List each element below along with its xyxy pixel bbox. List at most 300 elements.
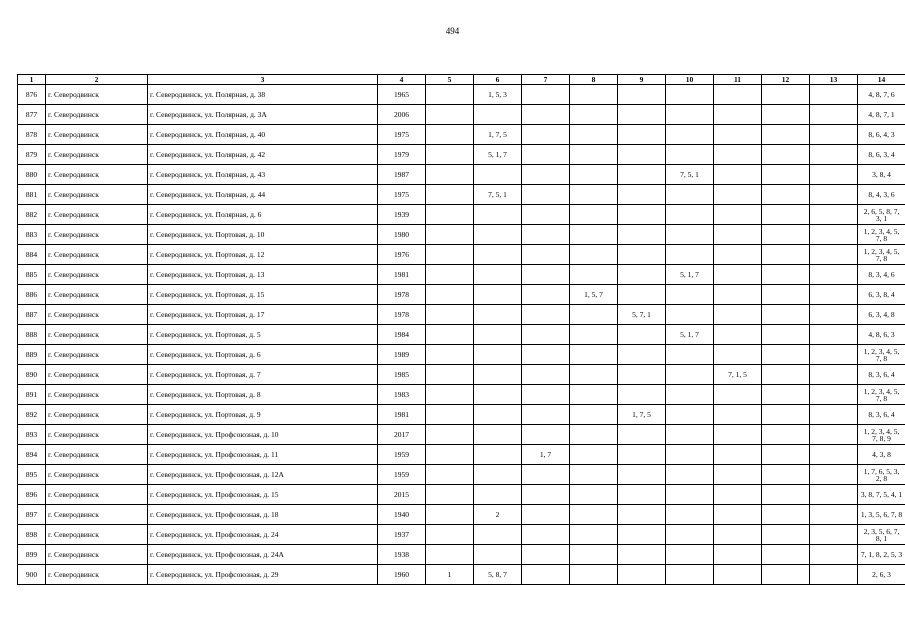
col6-cell <box>474 265 522 285</box>
col10-cell <box>666 125 714 145</box>
year-cell: 1985 <box>378 365 426 385</box>
address-cell: г. Северодвинск, ул. Портовая, д. 6 <box>148 345 378 365</box>
address-cell: г. Северодвинск, ул. Профсоюзная, д. 29 <box>148 565 378 585</box>
col13-cell <box>810 385 858 405</box>
table-body <box>18 85 905 585</box>
col9-cell <box>618 125 666 145</box>
col5-cell <box>426 85 474 105</box>
col13-cell <box>810 305 858 325</box>
address-cell: г. Северодвинск, ул. Портовая, д. 10 <box>148 225 378 245</box>
col5-cell <box>426 485 474 505</box>
col5-cell <box>426 225 474 245</box>
col12-cell <box>762 225 810 245</box>
year-cell: 1960 <box>378 565 426 585</box>
year-cell: 1940 <box>378 505 426 525</box>
col14-cell: 1, 2, 3, 4, 5, 7, 8 <box>858 225 905 245</box>
address-cell: г. Северодвинск, ул. Профсоюзная, д. 12А <box>148 465 378 485</box>
col14-cell: 7, 1, 8, 2, 5, 3 <box>858 545 905 565</box>
row-number-cell: 887 <box>18 305 46 325</box>
table-row <box>18 265 905 285</box>
year-cell: 1938 <box>378 545 426 565</box>
table-row <box>18 365 905 385</box>
table-row <box>18 225 905 245</box>
row-number-cell: 878 <box>18 125 46 145</box>
col8-cell <box>570 345 618 365</box>
header-row <box>18 75 905 85</box>
col12-cell <box>762 425 810 445</box>
col12-cell <box>762 245 810 265</box>
col10-cell <box>666 85 714 105</box>
address-cell: г. Северодвинск, ул. Полярная, д. 40 <box>148 125 378 145</box>
col14-cell: 1, 7, 6, 5, 3, 2, 8 <box>858 465 905 485</box>
col14-cell: 2, 6, 5, 8, 7, 3, 1 <box>858 205 905 225</box>
col14-cell: 8, 6, 4, 3 <box>858 125 905 145</box>
col8-cell <box>570 445 618 465</box>
col12-cell <box>762 465 810 485</box>
col10-cell <box>666 305 714 325</box>
col6-cell <box>474 225 522 245</box>
col7-cell <box>522 245 570 265</box>
row-number-cell: 896 <box>18 485 46 505</box>
col13-cell <box>810 425 858 445</box>
col14-cell: 3, 8, 4 <box>858 165 905 185</box>
col6-cell <box>474 405 522 425</box>
col7-cell <box>522 125 570 145</box>
table-row <box>18 345 905 365</box>
column-header: 13 <box>810 75 858 85</box>
col8-cell <box>570 265 618 285</box>
locality-cell: г. Северодвинск <box>46 265 148 285</box>
col5-cell <box>426 345 474 365</box>
address-cell: г. Северодвинск, ул. Портовая, д. 15 <box>148 285 378 305</box>
col5-cell <box>426 525 474 545</box>
col6-cell: 1, 5, 3 <box>474 85 522 105</box>
col8-cell <box>570 205 618 225</box>
address-cell: г. Северодвинск, ул. Портовая, д. 9 <box>148 405 378 425</box>
col9-cell <box>618 325 666 345</box>
year-cell: 1987 <box>378 165 426 185</box>
address-cell: г. Северодвинск, ул. Полярная, д. 38 <box>148 85 378 105</box>
col12-cell <box>762 565 810 585</box>
row-number-cell: 893 <box>18 425 46 445</box>
col14-cell: 2, 3, 5, 6, 7, 8, 1 <box>858 525 905 545</box>
col14-cell: 8, 3, 6, 4 <box>858 405 905 425</box>
address-cell: г. Северодвинск, ул. Профсоюзная, д. 15 <box>148 485 378 505</box>
col12-cell <box>762 405 810 425</box>
col7-cell <box>522 145 570 165</box>
col8-cell <box>570 405 618 425</box>
year-cell: 1984 <box>378 325 426 345</box>
col13-cell <box>810 145 858 165</box>
col14-cell: 1, 2, 3, 4, 5, 7, 8 <box>858 345 905 365</box>
year-cell: 1937 <box>378 525 426 545</box>
table-row <box>18 445 905 465</box>
col5-cell: 1 <box>426 565 474 585</box>
address-cell: г. Северодвинск, ул. Портовая, д. 12 <box>148 245 378 265</box>
col13-cell <box>810 365 858 385</box>
row-number-cell: 882 <box>18 205 46 225</box>
col7-cell <box>522 265 570 285</box>
col11-cell <box>714 545 762 565</box>
col13-cell <box>810 125 858 145</box>
address-cell: г. Северодвинск, ул. Профсоюзная, д. 24 <box>148 525 378 545</box>
column-header: 3 <box>148 75 378 85</box>
col14-cell: 4, 3, 8 <box>858 445 905 465</box>
col9-cell <box>618 365 666 385</box>
column-header: 11 <box>714 75 762 85</box>
col6-cell: 1, 7, 5 <box>474 125 522 145</box>
col10-cell <box>666 145 714 165</box>
col10-cell: 5, 1, 7 <box>666 325 714 345</box>
table-row <box>18 185 905 205</box>
col12-cell <box>762 285 810 305</box>
col7-cell <box>522 405 570 425</box>
col5-cell <box>426 545 474 565</box>
address-cell: г. Северодвинск, ул. Профсоюзная, д. 10 <box>148 425 378 445</box>
col13-cell <box>810 485 858 505</box>
col13-cell <box>810 205 858 225</box>
col11-cell <box>714 305 762 325</box>
table-row <box>18 545 905 565</box>
year-cell: 1978 <box>378 285 426 305</box>
col6-cell <box>474 205 522 225</box>
col8-cell <box>570 365 618 385</box>
year-cell: 1978 <box>378 305 426 325</box>
col6-cell <box>474 105 522 125</box>
col11-cell <box>714 385 762 405</box>
col7-cell <box>522 325 570 345</box>
col11-cell <box>714 525 762 545</box>
col8-cell <box>570 145 618 165</box>
row-number-cell: 895 <box>18 465 46 485</box>
table-row <box>18 405 905 425</box>
col13-cell <box>810 565 858 585</box>
row-number-cell: 885 <box>18 265 46 285</box>
col8-cell <box>570 125 618 145</box>
col9-cell <box>618 285 666 305</box>
year-cell: 2017 <box>378 425 426 445</box>
col12-cell <box>762 145 810 165</box>
col8-cell <box>570 225 618 245</box>
col5-cell <box>426 185 474 205</box>
table-row <box>18 145 905 165</box>
col9-cell <box>618 565 666 585</box>
address-cell: г. Северодвинск, ул. Профсоюзная, д. 24А <box>148 545 378 565</box>
col8-cell <box>570 525 618 545</box>
row-number-cell: 880 <box>18 165 46 185</box>
col11-cell <box>714 265 762 285</box>
col11-cell <box>714 145 762 165</box>
page-number: 494 <box>445 26 460 36</box>
col13-cell <box>810 505 858 525</box>
col12-cell <box>762 105 810 125</box>
col8-cell <box>570 325 618 345</box>
address-cell: г. Северодвинск, ул. Полярная, д. 6 <box>148 205 378 225</box>
table-row <box>18 245 905 265</box>
locality-cell: г. Северодвинск <box>46 185 148 205</box>
table-row <box>18 285 905 305</box>
row-number-cell: 881 <box>18 185 46 205</box>
col5-cell <box>426 325 474 345</box>
col5-cell <box>426 285 474 305</box>
col7-cell: 1, 7 <box>522 445 570 465</box>
col7-cell <box>522 105 570 125</box>
col10-cell <box>666 465 714 485</box>
col5-cell <box>426 265 474 285</box>
col12-cell <box>762 125 810 145</box>
column-header: 5 <box>426 75 474 85</box>
column-header: 12 <box>762 75 810 85</box>
col6-cell <box>474 485 522 505</box>
col5-cell <box>426 205 474 225</box>
locality-cell: г. Северодвинск <box>46 125 148 145</box>
year-cell: 1981 <box>378 405 426 425</box>
col9-cell: 1, 7, 5 <box>618 405 666 425</box>
col12-cell <box>762 525 810 545</box>
year-cell: 1983 <box>378 385 426 405</box>
col5-cell <box>426 465 474 485</box>
col8-cell <box>570 505 618 525</box>
year-cell: 1981 <box>378 265 426 285</box>
col11-cell <box>714 345 762 365</box>
col7-cell <box>522 285 570 305</box>
col7-cell <box>522 185 570 205</box>
col13-cell <box>810 405 858 425</box>
col6-cell: 2 <box>474 505 522 525</box>
row-number-cell: 889 <box>18 345 46 365</box>
col11-cell <box>714 505 762 525</box>
col10-cell <box>666 245 714 265</box>
col14-cell: 6, 3, 8, 4 <box>858 285 905 305</box>
year-cell: 2015 <box>378 485 426 505</box>
year-cell: 1959 <box>378 465 426 485</box>
col12-cell <box>762 325 810 345</box>
col9-cell <box>618 505 666 525</box>
col13-cell <box>810 105 858 125</box>
col6-cell <box>474 245 522 265</box>
col14-cell: 4, 8, 6, 3 <box>858 325 905 345</box>
col14-cell: 1, 2, 3, 4, 5, 7, 8 <box>858 385 905 405</box>
col7-cell <box>522 385 570 405</box>
col10-cell <box>666 365 714 385</box>
locality-cell: г. Северодвинск <box>46 165 148 185</box>
table-row <box>18 205 905 225</box>
table-row <box>18 565 905 585</box>
col10-cell <box>666 385 714 405</box>
col8-cell <box>570 305 618 325</box>
address-cell: г. Северодвинск, ул. Полярная, д. 42 <box>148 145 378 165</box>
address-cell: г. Северодвинск, ул. Портовая, д. 5 <box>148 325 378 345</box>
table-row <box>18 85 905 105</box>
year-cell: 1979 <box>378 145 426 165</box>
col13-cell <box>810 165 858 185</box>
col13-cell <box>810 545 858 565</box>
col9-cell <box>618 465 666 485</box>
col14-cell: 8, 3, 6, 4 <box>858 365 905 385</box>
col12-cell <box>762 205 810 225</box>
year-cell: 1965 <box>378 85 426 105</box>
col11-cell <box>714 565 762 585</box>
col5-cell <box>426 165 474 185</box>
col10-cell <box>666 405 714 425</box>
locality-cell: г. Северодвинск <box>46 565 148 585</box>
locality-cell: г. Северодвинск <box>46 485 148 505</box>
col13-cell <box>810 525 858 545</box>
col12-cell <box>762 445 810 465</box>
row-number-cell: 894 <box>18 445 46 465</box>
col9-cell <box>618 445 666 465</box>
col9-cell <box>618 245 666 265</box>
col14-cell: 4, 8, 7, 6 <box>858 85 905 105</box>
col12-cell <box>762 385 810 405</box>
col11-cell <box>714 165 762 185</box>
col5-cell <box>426 505 474 525</box>
col5-cell <box>426 125 474 145</box>
col14-cell: 8, 3, 4, 6 <box>858 265 905 285</box>
row-number-cell: 898 <box>18 525 46 545</box>
col7-cell <box>522 505 570 525</box>
col6-cell <box>474 525 522 545</box>
table-row <box>18 525 905 545</box>
col11-cell <box>714 445 762 465</box>
column-header: 1 <box>18 75 46 85</box>
table-row <box>18 425 905 445</box>
col6-cell <box>474 345 522 365</box>
col9-cell <box>618 225 666 245</box>
locality-cell: г. Северодвинск <box>46 245 148 265</box>
locality-cell: г. Северодвинск <box>46 365 148 385</box>
col5-cell <box>426 145 474 165</box>
col8-cell <box>570 565 618 585</box>
col14-cell: 8, 4, 3, 6 <box>858 185 905 205</box>
address-cell: г. Северодвинск, ул. Портовая, д. 7 <box>148 365 378 385</box>
row-number-cell: 884 <box>18 245 46 265</box>
col5-cell <box>426 245 474 265</box>
col13-cell <box>810 465 858 485</box>
col12-cell <box>762 85 810 105</box>
row-number-cell: 890 <box>18 365 46 385</box>
col6-cell: 5, 1, 7 <box>474 145 522 165</box>
col11-cell: 7, 1, 5 <box>714 365 762 385</box>
col8-cell <box>570 465 618 485</box>
locality-cell: г. Северодвинск <box>46 385 148 405</box>
row-number-cell: 891 <box>18 385 46 405</box>
col13-cell <box>810 285 858 305</box>
locality-cell: г. Северодвинск <box>46 545 148 565</box>
col7-cell <box>522 485 570 505</box>
year-cell: 1959 <box>378 445 426 465</box>
col8-cell <box>570 545 618 565</box>
table-row <box>18 165 905 185</box>
col6-cell <box>474 425 522 445</box>
table-row <box>18 465 905 485</box>
col9-cell <box>618 385 666 405</box>
locality-cell: г. Северодвинск <box>46 85 148 105</box>
col10-cell <box>666 525 714 545</box>
col5-cell <box>426 305 474 325</box>
col10-cell <box>666 425 714 445</box>
row-number-cell: 883 <box>18 225 46 245</box>
year-cell: 1975 <box>378 125 426 145</box>
col9-cell <box>618 345 666 365</box>
col12-cell <box>762 305 810 325</box>
col6-cell <box>474 445 522 465</box>
address-cell: г. Северодвинск, ул. Профсоюзная, д. 18 <box>148 505 378 525</box>
column-header: 8 <box>570 75 618 85</box>
col5-cell <box>426 425 474 445</box>
col10-cell <box>666 505 714 525</box>
col7-cell <box>522 545 570 565</box>
col7-cell <box>522 565 570 585</box>
col6-cell <box>474 465 522 485</box>
row-number-cell: 897 <box>18 505 46 525</box>
col6-cell <box>474 385 522 405</box>
col13-cell <box>810 345 858 365</box>
col8-cell <box>570 245 618 265</box>
col7-cell <box>522 465 570 485</box>
col10-cell <box>666 565 714 585</box>
col9-cell <box>618 425 666 445</box>
col6-cell <box>474 545 522 565</box>
col11-cell <box>714 205 762 225</box>
col9-cell <box>618 105 666 125</box>
locality-cell: г. Северодвинск <box>46 505 148 525</box>
col7-cell <box>522 345 570 365</box>
col8-cell <box>570 105 618 125</box>
col7-cell <box>522 305 570 325</box>
col11-cell <box>714 405 762 425</box>
table-row <box>18 125 905 145</box>
col6-cell: 7, 5, 1 <box>474 185 522 205</box>
col11-cell <box>714 285 762 305</box>
col13-cell <box>810 85 858 105</box>
col10-cell <box>666 285 714 305</box>
locality-cell: г. Северодвинск <box>46 145 148 165</box>
col11-cell <box>714 85 762 105</box>
locality-cell: г. Северодвинск <box>46 105 148 125</box>
col11-cell <box>714 325 762 345</box>
locality-cell: г. Северодвинск <box>46 525 148 545</box>
col10-cell: 7, 5, 1 <box>666 165 714 185</box>
row-number-cell: 892 <box>18 405 46 425</box>
col9-cell <box>618 165 666 185</box>
col12-cell <box>762 545 810 565</box>
table-row <box>18 505 905 525</box>
year-cell: 1975 <box>378 185 426 205</box>
col10-cell <box>666 185 714 205</box>
address-cell: г. Северодвинск, ул. Полярная, д. 3А <box>148 105 378 125</box>
locality-cell: г. Северодвинск <box>46 465 148 485</box>
col14-cell: 3, 8, 7, 5, 4, 1 <box>858 485 905 505</box>
row-number-cell: 899 <box>18 545 46 565</box>
col8-cell <box>570 85 618 105</box>
table-row <box>18 305 905 325</box>
col8-cell: 1, 5, 7 <box>570 285 618 305</box>
col5-cell <box>426 445 474 465</box>
row-number-cell: 879 <box>18 145 46 165</box>
col12-cell <box>762 345 810 365</box>
col9-cell <box>618 185 666 205</box>
address-cell: г. Северодвинск, ул. Портовая, д. 17 <box>148 305 378 325</box>
year-cell: 1976 <box>378 245 426 265</box>
locality-cell: г. Северодвинск <box>46 285 148 305</box>
col11-cell <box>714 185 762 205</box>
col14-cell: 6, 3, 4, 8 <box>858 305 905 325</box>
col8-cell <box>570 485 618 505</box>
locality-cell: г. Северодвинск <box>46 305 148 325</box>
col11-cell <box>714 465 762 485</box>
column-header: 14 <box>858 75 905 85</box>
